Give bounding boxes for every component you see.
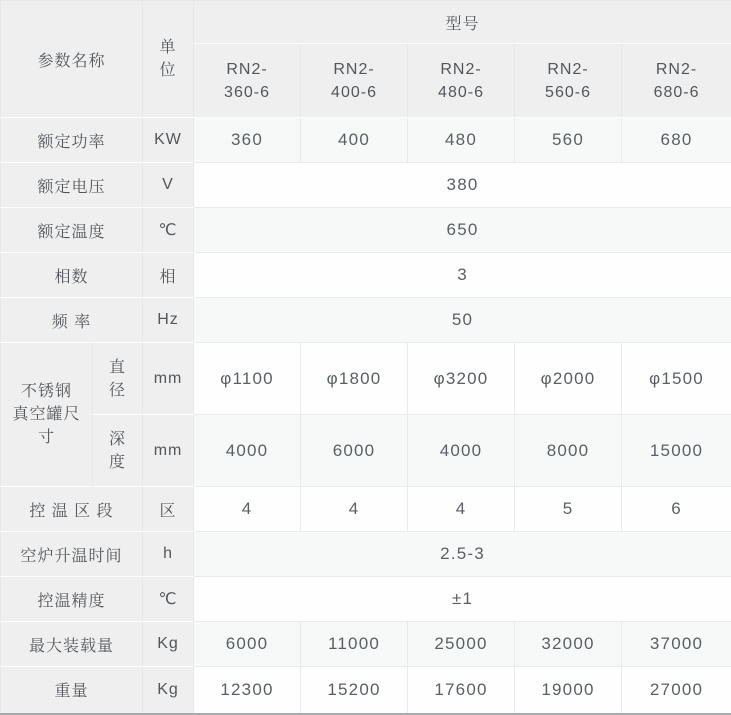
row-label-weight: 重量 [1,667,143,714]
value-cell: 11000 [301,622,408,667]
unit-cell: 相 [143,253,194,298]
span-value-cell: ±1 [194,577,731,622]
value-cell: 12300 [194,667,301,714]
row-label-frequency: 频 率 [1,298,143,343]
value-cell: 19000 [515,667,622,714]
model-name-line: 400-6 [331,83,377,101]
span-value-cell: 3 [194,253,731,298]
unit-cell: ℃ [143,208,194,253]
unit-cell: KW [143,118,194,163]
unit-cell: Hz [143,298,194,343]
row-label-rated-power: 额定功率 [1,118,143,163]
row-label-rated-temperature: 额定温度 [1,208,143,253]
sub-label-line: 径 [109,381,127,399]
value-cell: 400 [301,118,408,163]
param-name-header: 参数名称 [1,1,143,118]
model-header-rn2-560-6 [515,44,622,118]
value-cell: 4000 [408,415,515,487]
sub-label-diameter [93,343,143,415]
model-header-rn2-400-6 [301,44,408,118]
sub-label-depth [93,415,143,487]
value-cell: φ3200 [408,343,515,415]
value-cell: φ1500 [622,343,731,415]
value-cell: 17600 [408,667,515,714]
row-label-phases: 相数 [1,253,143,298]
unit-header-line1: 单 [159,39,177,56]
value-cell: 6 [622,487,731,532]
value-cell: 4000 [194,415,301,487]
span-value-cell: 2.5-3 [194,532,731,577]
value-cell: φ1100 [194,343,301,415]
unit-cell: mm [143,415,194,487]
model-name-line: 680-6 [653,83,700,101]
value-cell: 32000 [515,622,622,667]
model-name-line: RN2- [440,60,482,78]
value-cell: 680 [622,118,731,163]
model-header-rn2-680-6 [622,44,731,118]
unit-header-line2: 位 [159,62,177,79]
unit-cell: Kg [143,667,194,714]
span-value-cell: 650 [194,208,731,253]
value-cell: 6000 [194,622,301,667]
value-cell: 8000 [515,415,622,487]
sub-label-line: 直 [109,358,127,376]
row-label-control-accuracy: 控温精度 [1,577,143,622]
value-cell: φ2000 [515,343,622,415]
value-cell: 27000 [622,667,731,714]
unit-cell: mm [143,343,194,415]
unit-cell: Kg [143,622,194,667]
value-cell: 480 [408,118,515,163]
unit-cell: ℃ [143,577,194,622]
sub-label-line: 度 [109,453,127,471]
value-cell: 15200 [301,667,408,714]
group-label-line: 寸 [37,429,55,446]
row-label-control-zones: 控 温 区 段 [1,487,143,532]
row-group-label-tank-size [1,343,93,487]
group-label-line: 真空罐尺 [12,406,81,423]
span-value-cell: 380 [194,163,731,208]
value-cell: φ1800 [301,343,408,415]
model-name-line: 480-6 [438,83,484,101]
unit-cell: V [143,163,194,208]
model-name-line: 360-6 [224,83,270,101]
unit-cell: 区 [143,487,194,532]
row-label-heatup-time: 空炉升温时间 [1,532,143,577]
value-cell: 15000 [622,415,731,487]
unit-header [143,1,194,118]
row-label-rated-voltage: 额定电压 [1,163,143,208]
model-name-line: RN2- [226,60,268,78]
model-header-rn2-480-6 [408,44,515,118]
model-group-header: 型号 [194,1,731,44]
model-name-line: 560-6 [545,83,591,101]
row-label-max-load: 最大装载量 [1,622,143,667]
sub-label-line: 深 [109,430,127,448]
value-cell: 360 [194,118,301,163]
value-cell: 37000 [622,622,731,667]
model-header-rn2-360-6 [194,44,301,118]
value-cell: 25000 [408,622,515,667]
value-cell: 560 [515,118,622,163]
span-value-cell: 50 [194,298,731,343]
value-cell: 4 [194,487,301,532]
unit-cell: h [143,532,194,577]
value-cell: 5 [515,487,622,532]
group-label-line: 不锈钢 [20,383,72,400]
model-name-line: RN2- [333,60,375,78]
value-cell: 4 [408,487,515,532]
value-cell: 6000 [301,415,408,487]
model-name-line: RN2- [547,60,589,78]
value-cell: 4 [301,487,408,532]
model-name-line: RN2- [655,60,698,78]
